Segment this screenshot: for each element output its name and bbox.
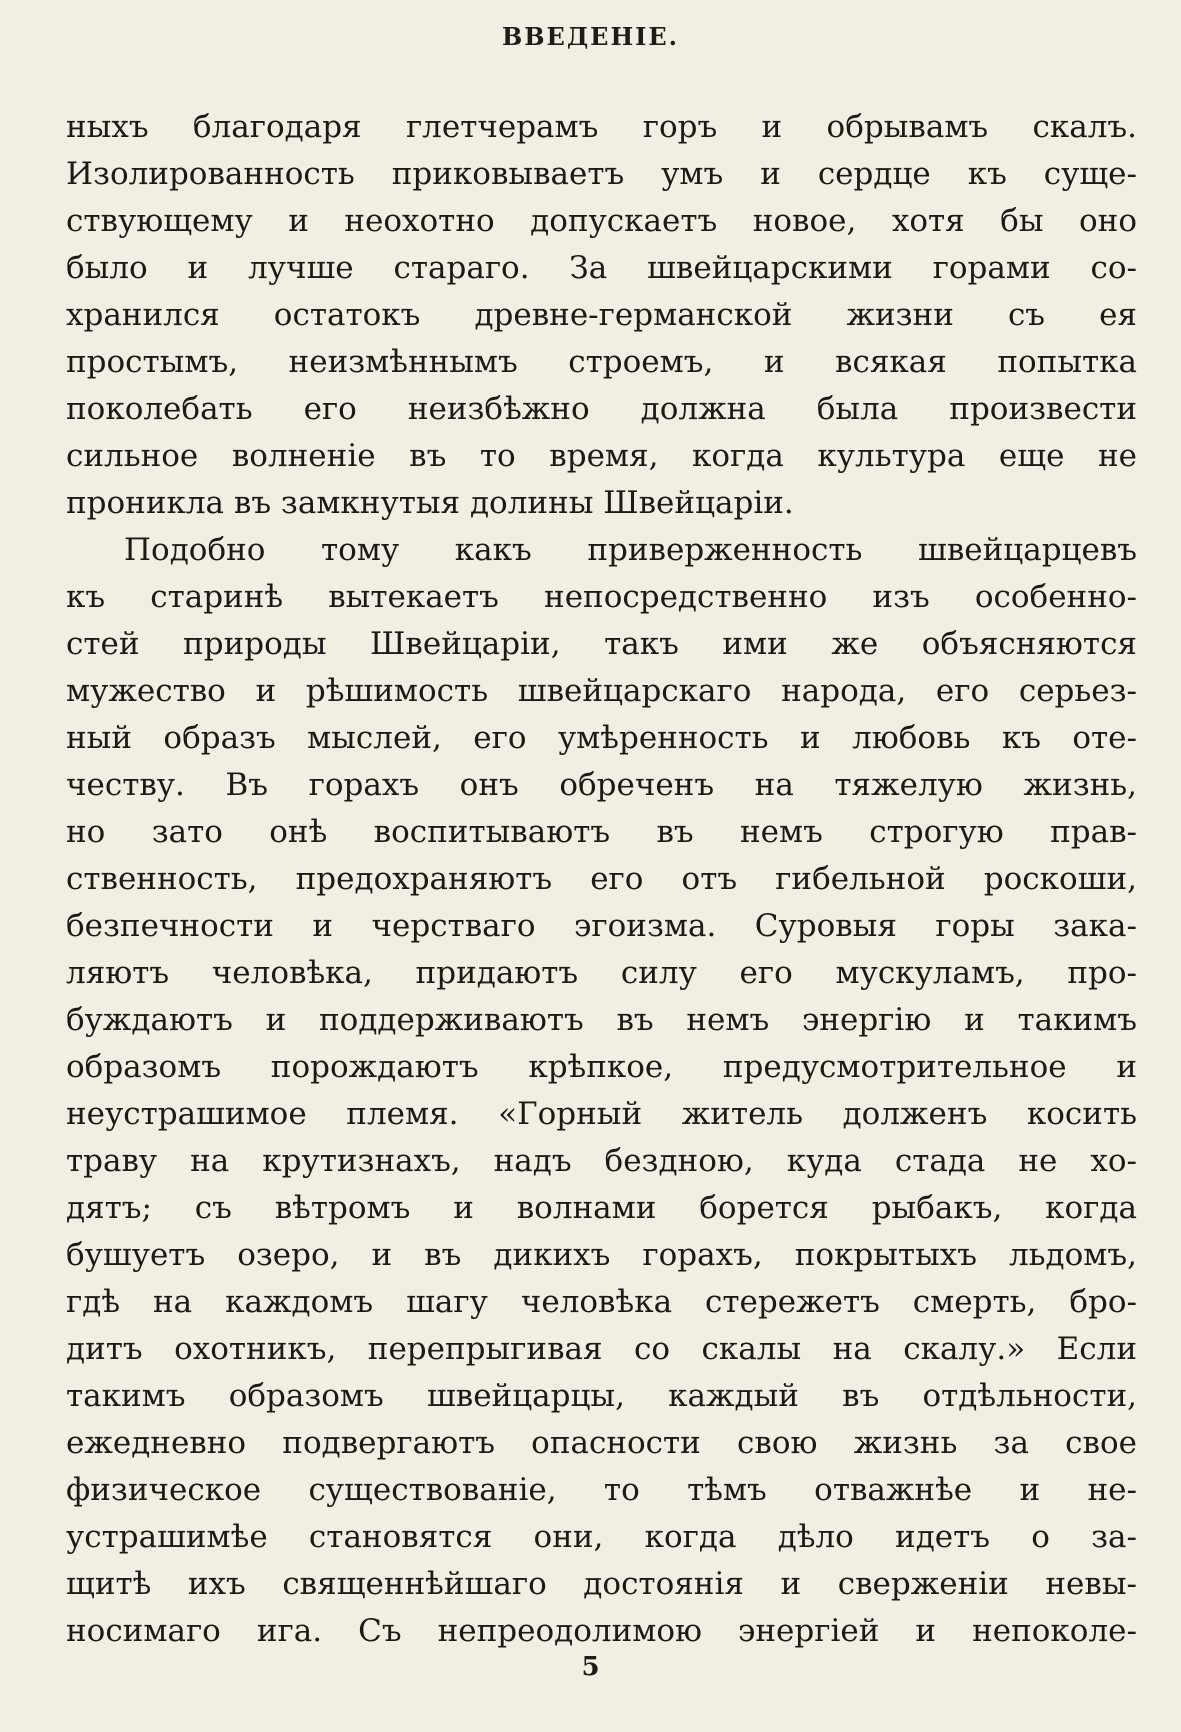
text-line: Изолированность приковываетъ умъ и сердце къ суще- (66, 156, 1137, 192)
text-line: ляютъ человѣка, придаютъ силу его мускуламъ, про- (66, 955, 1137, 991)
paragraph-2 (66, 527, 1137, 1655)
text-line: Подобно тому какъ приверженность швейцарцевъ (124, 532, 1137, 568)
text-line: но зато онѣ воспитываютъ въ немъ строгую прав- (66, 814, 1137, 850)
text-line: ежедневно подвергаютъ опасности свою жизнь за свое (66, 1425, 1137, 1461)
text-line: образомъ порождаютъ крѣпкое, предусмотрительное и (66, 1049, 1137, 1085)
text-line: бушуетъ озеро, и въ дикихъ горахъ, покрытыхъ льдомъ, (66, 1237, 1137, 1273)
text-line: простымъ, неизмѣннымъ строемъ, и всякая попытка (66, 344, 1137, 380)
text-line: гдѣ на каждомъ шагу человѣка стережетъ смерть, бро- (66, 1284, 1137, 1320)
text-line: дятъ; съ вѣтромъ и волнами борется рыбакъ, когда (66, 1190, 1137, 1226)
text-line: буждаютъ и поддерживаютъ въ немъ энергію и такимъ (66, 1002, 1137, 1038)
running-head: ВВЕДЕНІЕ. (501, 22, 680, 51)
text-line: траву на крутизнахъ, надъ бездною, куда стада не хо- (66, 1143, 1137, 1179)
paragraph-1 (66, 104, 1137, 527)
text-line: было и лучше стараго. За швейцарскими горами со- (66, 250, 1137, 286)
text-line: мужество и рѣшимость швейцарскаго народа, его серьез- (66, 673, 1137, 709)
text-line: дитъ охотникъ, перепрыгивая со скалы на скалу.» Если (66, 1331, 1137, 1367)
text-line: физическое существованіе, то тѣмъ отважнѣе и не- (66, 1472, 1137, 1508)
text-line: щитѣ ихъ священнѣйшаго достоянія и сверженіи невы- (66, 1566, 1137, 1602)
text-line: неустрашимое племя. «Горный житель долженъ косить (66, 1096, 1137, 1132)
text-line: устрашимѣе становятся они, когда дѣло идетъ о за- (66, 1519, 1137, 1555)
text-line: ственность, предохраняютъ его отъ гибельной роскоши, (66, 861, 1137, 897)
body-text (66, 104, 1137, 1655)
text-line: къ старинѣ вытекаетъ непосредственно изъ особенно- (66, 579, 1137, 615)
page-number: 5 (581, 1652, 600, 1682)
text-line: такимъ образомъ швейцарцы, каждый въ отдѣльности, (66, 1378, 1137, 1414)
text-line: ный образъ мыслей, его умѣренность и любовь къ оте- (66, 720, 1137, 756)
text-line: сильное волненіе въ то время, когда культура еще не (66, 438, 1137, 474)
text-line: ныхъ благодаря глетчерамъ горъ и обрывамъ скалъ. (66, 109, 1137, 145)
text-line: стей природы Швейцаріи, такъ ими же объясняются (66, 626, 1137, 662)
text-line: хранился остатокъ древне-германской жизни съ ея (66, 297, 1137, 333)
text-line: поколебать его неизбѣжно должна была произвести (66, 391, 1137, 427)
text-line: проникла въ замкнутыя долины Швейцаріи. (66, 485, 794, 521)
text-line: ствующему и неохотно допускаетъ новое, хотя бы оно (66, 203, 1137, 239)
text-line: носимаго ига. Съ непреодолимою энергіей и непоколе- (66, 1613, 1137, 1649)
text-line: честву. Въ горахъ онъ обреченъ на тяжелую жизнь, (66, 767, 1137, 803)
text-line: безпечности и черстваго эгоизма. Суровыя горы зака- (66, 908, 1137, 944)
